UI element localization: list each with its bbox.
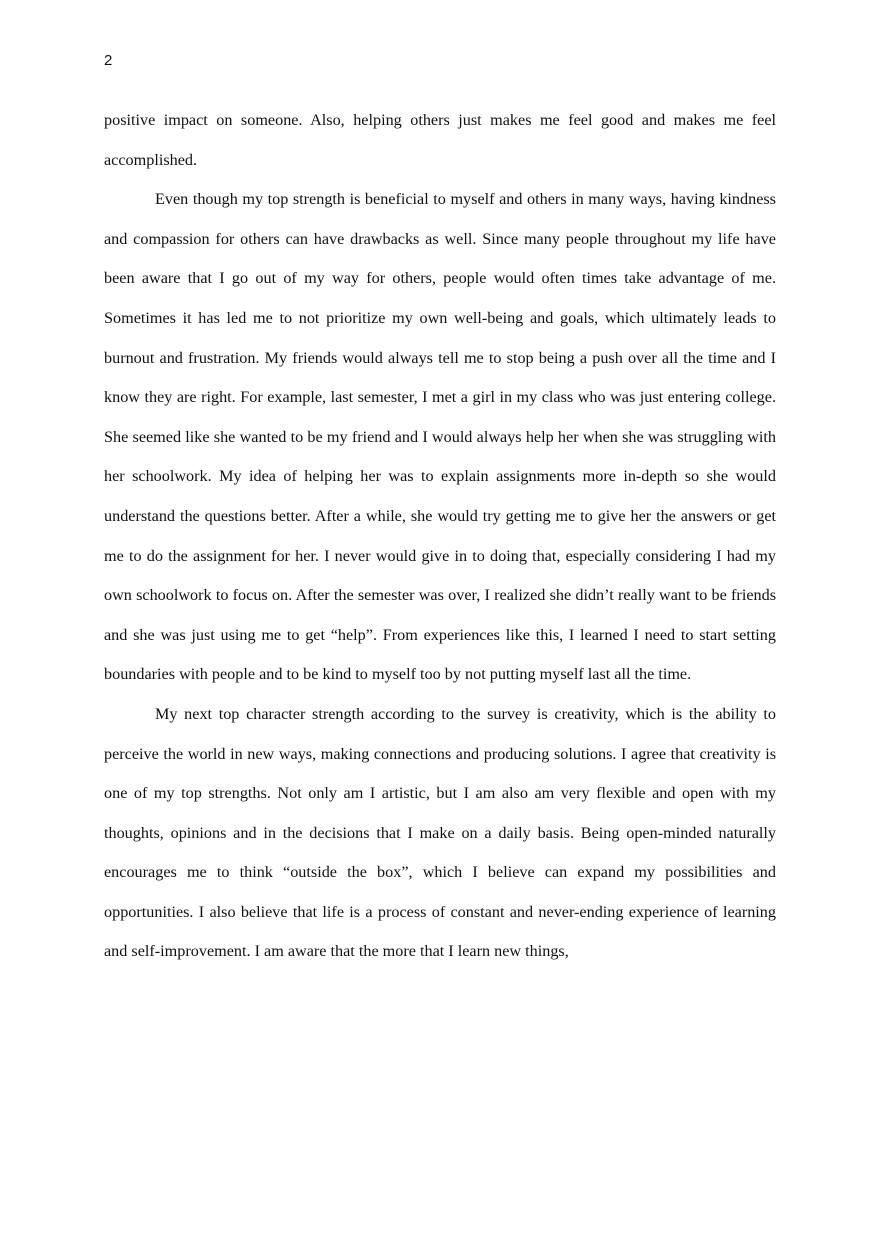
body-text (104, 101, 776, 972)
paragraph-creativity: My next top character strength according to the survey is creativity, which is the ability to perceive the world in new ways, making connections and producing solutions. I agree that creativity is one of my top strengths. Not only am I artistic, but I am also am very flexible and open with my thoughts, opinions and in the decisions that I make on a daily basis. Being open-minded naturally encourages me to think “outside the box”, which I believe can expand my possibilities and opportunities. I also believe that life is a process of constant and never-ending experience of learning and self-improvement. I am aware that the more that I learn new things, (104, 704, 776, 961)
paragraph-drawbacks: Even though my top strength is beneficial to myself and others in many ways, having kindness and compassion for others can have drawbacks as well. Since many people throughout my life have been aware that I go out of my way for others, people would often times take advantage of me. Sometimes it has led me to not prioritize my own well-being and goals, which ultimately leads to burnout and frustration. My friends would always tell me to stop being a push over all the time and I know they are right. For example, last semester, I met a girl in my class who was just entering college. She seemed like she wanted to be my friend and I would always help her when she was struggling with her schoolwork. My idea of helping her was to explain assignments more in-depth so she would understand the questions better. After a while, she would try getting me to give her the answers or get me to do the assignment for her. I never would give in to doing that, especially considering I had my own schoolwork to focus on. After the semester was over, I realized she didn’t really want to be friends and she was just using me to get “help”. From experiences like this, I learned I need to start setting boundaries with people and to be kind to myself too by not putting myself last all the time. (104, 190, 776, 684)
page-number: 2 (104, 52, 113, 69)
paragraph-continuation: positive impact on someone. Also, helping others just makes me feel good and makes me feel accomplished. (104, 111, 776, 169)
